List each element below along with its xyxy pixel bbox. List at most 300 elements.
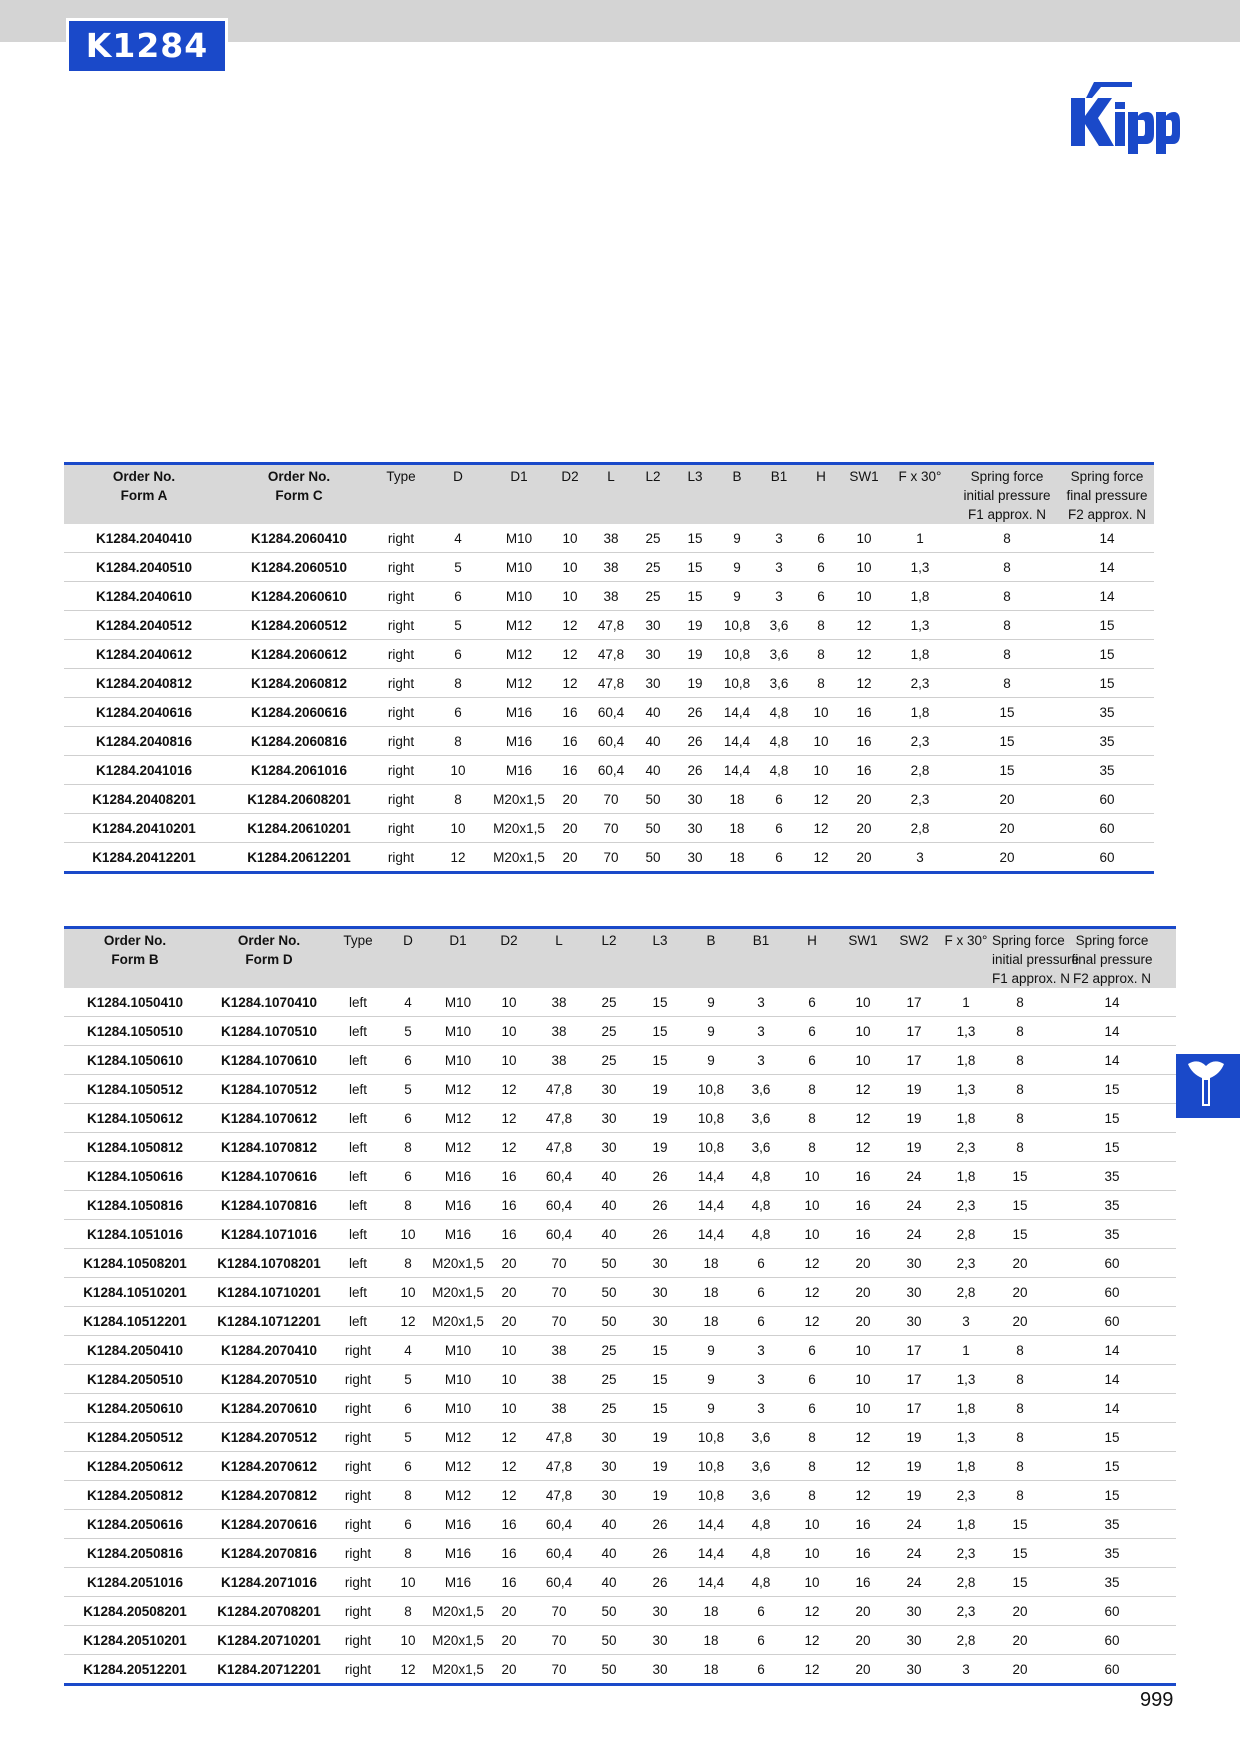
table-cell: 8 [992, 1104, 1048, 1133]
order-number-cell: K1284.2060816 [224, 727, 374, 756]
table-cell: 12 [384, 1307, 432, 1336]
table-cell: 50 [632, 843, 674, 873]
table-cell: 15 [674, 553, 716, 582]
table-cell: 26 [634, 1539, 686, 1568]
table-cell: 17 [888, 1365, 940, 1394]
table-cell: 38 [534, 988, 584, 1017]
table-cell: 1,8 [886, 698, 954, 727]
table-cell: 3,6 [758, 611, 800, 640]
table-cell: M16 [432, 1539, 484, 1568]
table-row [64, 1626, 1176, 1655]
table-cell: M20x1,5 [488, 843, 550, 873]
table-cell: 16 [550, 698, 590, 727]
table-cell: left [332, 988, 384, 1017]
table-cell: 20 [484, 1307, 534, 1336]
table-cell: 10 [484, 1365, 534, 1394]
table-cell: 25 [584, 1046, 634, 1075]
table-cell: M20x1,5 [432, 1278, 484, 1307]
column-header [674, 464, 716, 525]
order-number-cell: K1284.2040616 [64, 698, 224, 727]
table-cell: 8 [786, 1481, 838, 1510]
table-cell: 12 [550, 669, 590, 698]
table-cell: M16 [432, 1568, 484, 1597]
table-cell: 24 [888, 1162, 940, 1191]
table-cell: 16 [838, 1220, 888, 1249]
table-cell: 9 [716, 524, 758, 553]
table-cell: 20 [838, 1626, 888, 1655]
table-cell: 2,8 [940, 1626, 992, 1655]
table-cell: 8 [428, 727, 488, 756]
table-cell: 16 [838, 1568, 888, 1597]
column-header-line: B [706, 933, 716, 948]
column-header-line: F1 approx. N [967, 507, 1047, 522]
product-code-box [66, 18, 228, 74]
table-cell: 9 [716, 582, 758, 611]
column-header-line: F2 approx. N [1072, 971, 1152, 986]
column-header-line: Spring force [970, 469, 1044, 484]
column-header-line: D [403, 933, 413, 948]
table-cell: 16 [838, 1510, 888, 1539]
order-number-cell: K1284.1070612 [206, 1104, 332, 1133]
table-cell: 17 [888, 1017, 940, 1046]
table-cell: 14 [1048, 1046, 1176, 1075]
table-cell: 10 [786, 1568, 838, 1597]
table-cell: 10 [550, 553, 590, 582]
table-cell: M20x1,5 [488, 814, 550, 843]
table-cell: 10,8 [686, 1423, 736, 1452]
order-number-cell: K1284.1070610 [206, 1046, 332, 1075]
table-cell: 70 [534, 1278, 584, 1307]
table-cell: 8 [954, 640, 1060, 669]
table-cell: 15 [1060, 669, 1154, 698]
column-header [838, 928, 888, 989]
table-cell: right [374, 582, 428, 611]
table-cell: 30 [584, 1481, 634, 1510]
table-cell: 4,8 [736, 1162, 786, 1191]
product-code: K1284 [69, 21, 225, 71]
table-cell: M16 [488, 698, 550, 727]
column-header-line: Spring force [1070, 469, 1144, 484]
table-cell: 8 [992, 1133, 1048, 1162]
table-cell: 14 [1048, 1394, 1176, 1423]
order-number-cell: K1284.20612201 [224, 843, 374, 873]
table-cell: 1,8 [886, 582, 954, 611]
table-cell: 15 [954, 727, 1060, 756]
table-row [64, 727, 1154, 756]
table-cell: M12 [432, 1075, 484, 1104]
table-cell: 3 [940, 1307, 992, 1336]
table-cell: 35 [1060, 756, 1154, 785]
table-cell: 12 [838, 1104, 888, 1133]
table-cell: 8 [992, 1336, 1048, 1365]
column-header [550, 464, 590, 525]
table-cell: M12 [432, 1423, 484, 1452]
kipp-logo [1068, 74, 1180, 160]
table-cell: 20 [484, 1249, 534, 1278]
table-cell: 8 [786, 1133, 838, 1162]
table-cell: 18 [686, 1597, 736, 1626]
table-cell: 24 [888, 1510, 940, 1539]
table-cell: 14,4 [716, 698, 758, 727]
table-row [64, 1510, 1176, 1539]
table-cell: 8 [992, 1365, 1048, 1394]
table-cell: 17 [888, 1046, 940, 1075]
table-cell: 6 [384, 1046, 432, 1075]
table-cell: M10 [432, 1365, 484, 1394]
table-cell: 40 [584, 1539, 634, 1568]
table-cell: 20 [954, 843, 1060, 873]
column-header-line: D1 [449, 933, 467, 948]
order-number-cell: K1284.20408201 [64, 785, 224, 814]
table-cell: 14 [1048, 1017, 1176, 1046]
table-cell: right [332, 1336, 384, 1365]
table-cell: 25 [632, 524, 674, 553]
table-cell: 20 [842, 814, 886, 843]
table-cell: 15 [992, 1510, 1048, 1539]
table-cell: 10 [786, 1162, 838, 1191]
table-cell: 38 [590, 553, 632, 582]
table-cell: right [332, 1394, 384, 1423]
table-cell: 12 [800, 785, 842, 814]
column-header [800, 464, 842, 525]
column-header-line: SW1 [849, 469, 879, 484]
table-row [64, 785, 1154, 814]
table-cell: 60,4 [534, 1220, 584, 1249]
table-cell: 50 [584, 1249, 634, 1278]
table-cell: 20 [550, 814, 590, 843]
table-cell: M16 [432, 1510, 484, 1539]
table-cell: 3 [758, 582, 800, 611]
table-cell: 12 [800, 814, 842, 843]
order-number-cell: K1284.1070812 [206, 1133, 332, 1162]
order-number-cell: K1284.2050612 [64, 1452, 206, 1481]
table-cell: 1,8 [940, 1452, 992, 1481]
table-cell: 60 [1060, 843, 1154, 873]
column-header-line: Type [386, 469, 416, 484]
table-cell: 15 [1060, 640, 1154, 669]
table-cell: 8 [992, 1017, 1048, 1046]
table-cell: 30 [634, 1626, 686, 1655]
column-header [686, 928, 736, 989]
column-header-line: final pressure [1071, 952, 1153, 967]
table-cell: 12 [384, 1655, 432, 1685]
table-cell: 3 [736, 1394, 786, 1423]
table-cell: 6 [384, 1162, 432, 1191]
table-cell: 6 [800, 582, 842, 611]
table-cell: 6 [428, 640, 488, 669]
table-cell: 19 [888, 1423, 940, 1452]
table-cell: 1,3 [886, 611, 954, 640]
table-cell: 18 [716, 814, 758, 843]
table-cell: 10 [842, 553, 886, 582]
table-cell: 10 [786, 1220, 838, 1249]
table-cell: 50 [584, 1278, 634, 1307]
column-header-line: F x 30° [944, 933, 988, 948]
table-cell: 12 [842, 611, 886, 640]
table-body [64, 988, 1176, 1685]
order-number-cell: K1284.2060512 [224, 611, 374, 640]
table-cell: M20x1,5 [432, 1597, 484, 1626]
table-cell: 38 [590, 524, 632, 553]
order-number-cell: K1284.2050812 [64, 1481, 206, 1510]
table-cell: right [374, 785, 428, 814]
table-cell: 2,8 [940, 1568, 992, 1597]
table-cell: 47,8 [534, 1452, 584, 1481]
order-number-cell: K1284.2051016 [64, 1568, 206, 1597]
table-cell: 20 [992, 1307, 1048, 1336]
table-cell: 16 [842, 727, 886, 756]
table-cell: 12 [484, 1104, 534, 1133]
table-cell: 40 [584, 1220, 634, 1249]
table-cell: 8 [384, 1481, 432, 1510]
order-number-cell: K1284.1050812 [64, 1133, 206, 1162]
table-row [64, 1452, 1176, 1481]
table-row [64, 1568, 1176, 1597]
table-cell: 10 [384, 1626, 432, 1655]
column-header-line: D2 [500, 933, 518, 948]
table-row [64, 524, 1154, 553]
table-cell: 14 [1048, 1336, 1176, 1365]
table-cell: 1,3 [940, 1423, 992, 1452]
table-cell: 20 [484, 1655, 534, 1685]
table-cell: 60,4 [534, 1568, 584, 1597]
table-cell: 50 [584, 1626, 634, 1655]
table-cell: 25 [632, 582, 674, 611]
table-row [64, 814, 1154, 843]
table-cell: 30 [632, 669, 674, 698]
table-cell: right [332, 1655, 384, 1685]
table-cell: 8 [786, 1104, 838, 1133]
table-cell: 10 [384, 1568, 432, 1597]
table-cell: 4 [428, 524, 488, 553]
table-cell: 4,8 [736, 1539, 786, 1568]
table-cell: 15 [1048, 1423, 1176, 1452]
table-cell: 14,4 [686, 1539, 736, 1568]
table-cell: 18 [716, 843, 758, 873]
order-number-cell: K1284.2070610 [206, 1394, 332, 1423]
table-cell: 2,3 [940, 1481, 992, 1510]
column-header [954, 464, 1060, 525]
table-cell: 15 [674, 524, 716, 553]
order-number-cell: K1284.2050512 [64, 1423, 206, 1452]
table-cell: 6 [786, 1046, 838, 1075]
column-header-line: L3 [652, 933, 668, 948]
table-cell: 60 [1060, 785, 1154, 814]
table-cell: 3,6 [736, 1423, 786, 1452]
order-number-cell: K1284.2070410 [206, 1336, 332, 1365]
table-cell: 30 [634, 1597, 686, 1626]
table-cell: 6 [786, 1394, 838, 1423]
table-cell: 6 [786, 988, 838, 1017]
table-row [64, 698, 1154, 727]
table-cell: 47,8 [534, 1133, 584, 1162]
table-cell: 12 [838, 1452, 888, 1481]
column-header-line: Order No. [112, 469, 176, 484]
category-tab[interactable] [1176, 1054, 1240, 1118]
table-cell: 16 [550, 727, 590, 756]
table-cell: 20 [550, 843, 590, 873]
table-cell: 20 [550, 785, 590, 814]
table-cell: 8 [786, 1075, 838, 1104]
table-cell: 8 [800, 640, 842, 669]
table-cell: 1 [940, 1336, 992, 1365]
column-header-line: Order No. [103, 933, 167, 948]
table-cell: 26 [634, 1510, 686, 1539]
table-row [64, 1539, 1176, 1568]
table-cell: 20 [992, 1597, 1048, 1626]
table-cell: 1,8 [940, 1510, 992, 1539]
order-number-cell: K1284.1070410 [206, 988, 332, 1017]
column-header-line: SW2 [899, 933, 929, 948]
column-header-line: Form A [120, 488, 168, 503]
column-header [64, 464, 224, 525]
table-cell: 15 [992, 1568, 1048, 1597]
table-cell: 26 [674, 698, 716, 727]
table-cell: 1,8 [886, 640, 954, 669]
table-cell: 9 [716, 553, 758, 582]
order-number-cell: K1284.20610201 [224, 814, 374, 843]
table-cell: 3 [736, 988, 786, 1017]
table-cell: 30 [584, 1133, 634, 1162]
table-cell: 47,8 [534, 1075, 584, 1104]
table-cell: 10 [484, 1394, 534, 1423]
order-number-cell: K1284.2071016 [206, 1568, 332, 1597]
table-cell: right [374, 843, 428, 873]
table-cell: 40 [584, 1510, 634, 1539]
table-cell: 8 [992, 1075, 1048, 1104]
table-cell: 3 [940, 1655, 992, 1685]
table-cell: 10 [550, 582, 590, 611]
table-cell: 10 [800, 698, 842, 727]
table-cell: 5 [384, 1017, 432, 1046]
table-cell: 6 [384, 1452, 432, 1481]
order-number-cell: K1284.2060812 [224, 669, 374, 698]
order-number-cell: K1284.1070816 [206, 1191, 332, 1220]
column-header-line: B1 [752, 933, 770, 948]
table-cell: 8 [954, 553, 1060, 582]
table-cell: 60 [1048, 1278, 1176, 1307]
table-cell: 12 [484, 1423, 534, 1452]
table-cell: M16 [432, 1191, 484, 1220]
order-number-cell: K1284.20608201 [224, 785, 374, 814]
table-cell: 25 [584, 988, 634, 1017]
table-cell: right [374, 814, 428, 843]
table-row [64, 1046, 1176, 1075]
order-number-cell: K1284.2060612 [224, 640, 374, 669]
table-cell: 4,8 [736, 1568, 786, 1597]
table-cell: 19 [674, 611, 716, 640]
table-cell: 12 [786, 1655, 838, 1685]
table-cell: left [332, 1104, 384, 1133]
table-cell: 14,4 [716, 727, 758, 756]
table-cell: 16 [484, 1162, 534, 1191]
table-cell: 30 [634, 1655, 686, 1685]
column-header [758, 464, 800, 525]
order-number-cell: K1284.2061016 [224, 756, 374, 785]
order-number-cell: K1284.2070812 [206, 1481, 332, 1510]
column-header [384, 928, 432, 989]
table-cell: 30 [634, 1307, 686, 1336]
table-cell: 25 [584, 1017, 634, 1046]
table-cell: 40 [584, 1162, 634, 1191]
table-cell: 1,3 [940, 1075, 992, 1104]
table-cell: 3 [758, 524, 800, 553]
column-header-line: initial pressure [963, 488, 1051, 503]
table-cell: 38 [534, 1336, 584, 1365]
table-cell: 30 [584, 1423, 634, 1452]
table-cell: 6 [800, 553, 842, 582]
table-cell: 60 [1060, 814, 1154, 843]
table-cell: 10 [838, 1336, 888, 1365]
table-cell: 24 [888, 1568, 940, 1597]
order-number-cell: K1284.2041016 [64, 756, 224, 785]
table-cell: 60,4 [590, 756, 632, 785]
table-cell: 35 [1060, 698, 1154, 727]
column-header [206, 928, 332, 989]
column-header-line: Type [343, 933, 373, 948]
table-cell: 70 [534, 1307, 584, 1336]
table-row [64, 1278, 1176, 1307]
order-number-cell: K1284.1050616 [64, 1162, 206, 1191]
table-cell: 16 [838, 1191, 888, 1220]
table-cell: 2,3 [940, 1133, 992, 1162]
table-cell: 20 [992, 1249, 1048, 1278]
table-cell: 1 [886, 524, 954, 553]
table-cell: 2,3 [940, 1539, 992, 1568]
column-header-line: L [555, 933, 563, 948]
table-cell: M16 [432, 1162, 484, 1191]
table-cell: 8 [786, 1452, 838, 1481]
table-cell: 3,6 [758, 640, 800, 669]
table-row [64, 1104, 1176, 1133]
table-cell: 19 [634, 1481, 686, 1510]
order-number-cell: K1284.1050612 [64, 1104, 206, 1133]
table-cell: 35 [1060, 727, 1154, 756]
table-cell: 40 [584, 1191, 634, 1220]
table-cell: 20 [484, 1626, 534, 1655]
table-cell: 12 [838, 1481, 888, 1510]
table-cell: 5 [384, 1365, 432, 1394]
table-cell: 17 [888, 1394, 940, 1423]
table-cell: 60 [1048, 1655, 1176, 1685]
table-row [64, 843, 1154, 873]
page-number: 999 [1140, 1689, 1174, 1711]
table-cell: right [332, 1626, 384, 1655]
table-cell: 60,4 [590, 727, 632, 756]
column-header-line: L2 [601, 933, 617, 948]
table-cell: M12 [488, 611, 550, 640]
order-number-cell: K1284.20410201 [64, 814, 224, 843]
table-cell: M16 [432, 1220, 484, 1249]
table-cell: left [332, 1133, 384, 1162]
table-cell: 15 [634, 1394, 686, 1423]
table-cell: 17 [888, 988, 940, 1017]
table-cell: 38 [534, 1017, 584, 1046]
table-cell: 6 [428, 698, 488, 727]
table-cell: M12 [432, 1481, 484, 1510]
table-cell: 3 [736, 1365, 786, 1394]
table-cell: 4,8 [736, 1220, 786, 1249]
table-cell: 30 [888, 1249, 940, 1278]
table-row [64, 553, 1154, 582]
table-cell: 70 [534, 1655, 584, 1685]
table-cell: 2,3 [940, 1597, 992, 1626]
table-cell: 12 [484, 1075, 534, 1104]
table-cell: left [332, 1046, 384, 1075]
table-cell: 8 [428, 785, 488, 814]
table-cell: 26 [634, 1220, 686, 1249]
table-cell: right [332, 1510, 384, 1539]
